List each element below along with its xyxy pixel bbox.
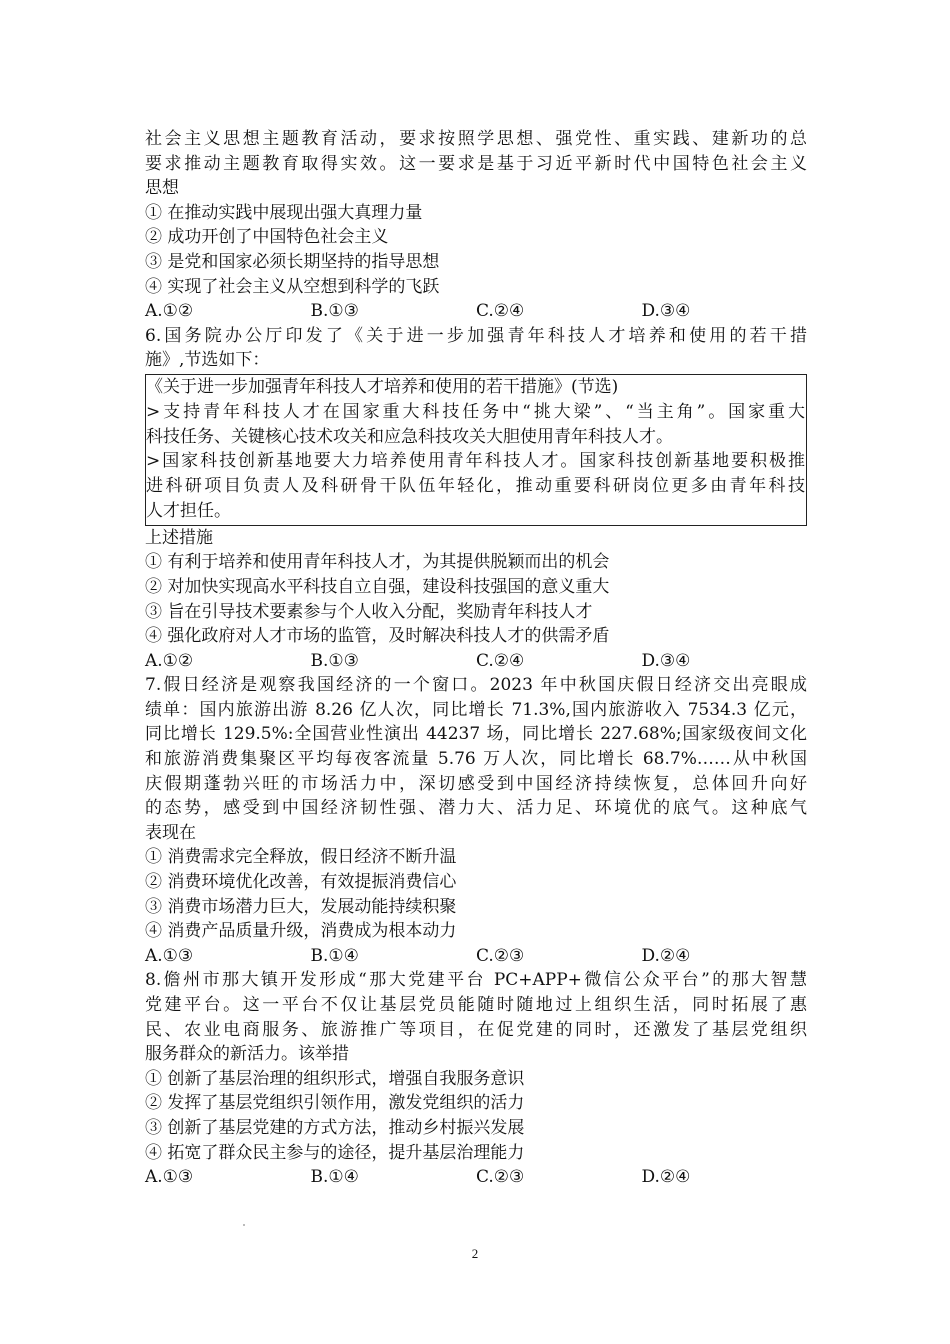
answer-options bbox=[145, 1165, 807, 1190]
option-c: C.②③ bbox=[476, 1167, 525, 1188]
answer-options bbox=[145, 649, 807, 674]
choice-item: ④ 实现了社会主义从空想到科学的飞跃 bbox=[145, 276, 440, 297]
option-c: C.②④ bbox=[476, 301, 525, 322]
option-a: A.①③ bbox=[145, 1167, 194, 1188]
choice-item: ② 消费环境优化改善，有效提振消费信心 bbox=[145, 872, 457, 893]
question-stem-line: 8.儋州市那大镇开发形成“那大党建平台 PC+APP+微信公众平台”的那大智慧 bbox=[145, 970, 807, 991]
answer-options bbox=[145, 299, 807, 324]
option-c: C.②④ bbox=[476, 650, 525, 671]
excerpt-line: 进科研项目负责人及科研骨干队伍年轻化，推动重要科研岗位更多由青年科技 bbox=[146, 476, 805, 497]
question-stem-line: 的态势，感受到中国经济韧性强、潜力大、活力足、环境优的底气。这种底气 bbox=[145, 798, 807, 819]
choice-item: ① 消费需求完全释放，假日经济不断升温 bbox=[145, 847, 457, 868]
choice-item: ③ 是党和国家必须长期坚持的指导思想 bbox=[145, 251, 440, 272]
choice-item: ③ 创新了基层党建的方式方法，推动乡村振兴发展 bbox=[145, 1117, 525, 1138]
question-stem-line: 党建平台。这一平台不仅让基层党员能随时随地过上组织生活，同时拓展了惠 bbox=[145, 995, 807, 1015]
question-stem-line: 7.假日经济是观察我国经济的一个窗口。2023 年中秋国庆假日经济交出亮眼成 bbox=[145, 675, 807, 696]
question-stem-line: 和旅游消费集聚区平均每夜客流量 5.76 万人次，同比增长 68.7%……从中秋国 bbox=[145, 749, 807, 770]
option-d: D.②④ bbox=[641, 945, 691, 966]
question-stem-line: 庆假期蓬勃兴旺的市场活力中，深切感受到中国经济持续恢复，总体回升向好 bbox=[145, 773, 807, 794]
question-lead: 上述措施 bbox=[145, 527, 213, 548]
question-stem-line: 同比增长 129.5%:全国营业性演出 44237 场，同比增长 227.68%;国家级夜间文化 bbox=[145, 724, 807, 745]
question-8 bbox=[145, 968, 807, 1189]
stray-mark bbox=[243, 1224, 245, 1226]
question-stem-line: 思想 bbox=[145, 178, 179, 199]
option-a: A.①③ bbox=[145, 945, 194, 966]
excerpt-box bbox=[145, 374, 807, 526]
question-stem-line: 要求推动主题教育取得实效。这一要求是基于习近平新时代中国特色社会主义 bbox=[145, 153, 807, 174]
question-stem-line: 社会主义思想主题教育活动，要求按照学思想、强党性、重实践、建新功的总 bbox=[145, 129, 807, 149]
page-number: 2 bbox=[471, 1246, 479, 1261]
excerpt-line: 科技任务、关键核心技术攻关和应急科技攻关大胆使用青年科技人才。 bbox=[146, 426, 673, 447]
question-stem-line: 6.国务院办公厅印发了《关于进一步加强青年科技人才培养和使用的若干措 bbox=[145, 325, 807, 346]
answer-options bbox=[145, 944, 807, 969]
excerpt-line: 人才担任。 bbox=[146, 500, 231, 521]
question-5 bbox=[145, 127, 807, 324]
choice-item: ④ 拓宽了群众民主参与的途径，提升基层治理能力 bbox=[145, 1142, 525, 1163]
question-stem-line: 表现在 bbox=[145, 822, 196, 843]
question-stem-line: 服务群众的新活力。该举措 bbox=[145, 1044, 349, 1065]
option-a: A.①② bbox=[145, 301, 194, 322]
option-c: C.②③ bbox=[476, 945, 525, 966]
question-7 bbox=[145, 673, 807, 968]
question-6 bbox=[145, 324, 807, 674]
option-d: D.②④ bbox=[641, 1167, 691, 1188]
question-stem-line: 民、农业电商服务、旅游推广等项目，在促党建的同时，还激发了基层党组织 bbox=[145, 1019, 807, 1040]
choice-item: ① 有利于培养和使用青年科技人才，为其提供脱颖而出的机会 bbox=[145, 552, 610, 573]
choice-item: ④ 消费产品质量升级，消费成为根本动力 bbox=[145, 921, 457, 942]
option-b: B.①③ bbox=[310, 650, 359, 671]
excerpt-line: >支持青年科技人才在国家重大科技任务中“挑大梁”、“当主角”。国家重大 bbox=[146, 401, 805, 422]
excerpt-title: 《关于进一步加强青年科技人才培养和使用的若干措施》(节选) bbox=[146, 376, 619, 397]
choice-item: ② 对加快实现高水平科技自立自强，建设科技强国的意义重大 bbox=[145, 576, 610, 597]
choice-item: ③ 消费市场潜力巨大，发展动能持续积聚 bbox=[145, 896, 457, 917]
choice-item: ② 成功开创了中国特色社会主义 bbox=[145, 227, 389, 248]
exam-page bbox=[145, 127, 807, 1190]
choice-item: ① 创新了基层治理的组织形式，增强自我服务意识 bbox=[145, 1068, 525, 1089]
option-b: B.①③ bbox=[310, 301, 359, 322]
choice-item: ② 发挥了基层党组织引领作用，激发党组织的活力 bbox=[145, 1093, 525, 1114]
choice-item: ③ 旨在引导技术要素参与个人收入分配，奖励青年科技人才 bbox=[145, 601, 593, 622]
question-stem-line: 施》,节选如下： bbox=[145, 350, 270, 371]
excerpt-line: >国家科技创新基地要大力培养使用青年科技人才。国家科技创新基地要积极推 bbox=[146, 451, 805, 472]
question-stem-line: 绩单：国内旅游出游 8.26 亿人次，同比增长 71.3%,国内旅游收入 7534.3 亿元， bbox=[145, 699, 807, 720]
option-b: B.①④ bbox=[310, 945, 359, 966]
option-a: A.①② bbox=[145, 650, 194, 671]
option-d: D.③④ bbox=[641, 650, 691, 671]
option-d: D.③④ bbox=[641, 301, 691, 322]
choice-item: ④ 强化政府对人才市场的监管，及时解决科技人才的供需矛盾 bbox=[145, 626, 610, 647]
choice-item: ① 在推动实践中展现出强大真理力量 bbox=[145, 202, 423, 223]
option-b: B.①④ bbox=[310, 1167, 359, 1188]
